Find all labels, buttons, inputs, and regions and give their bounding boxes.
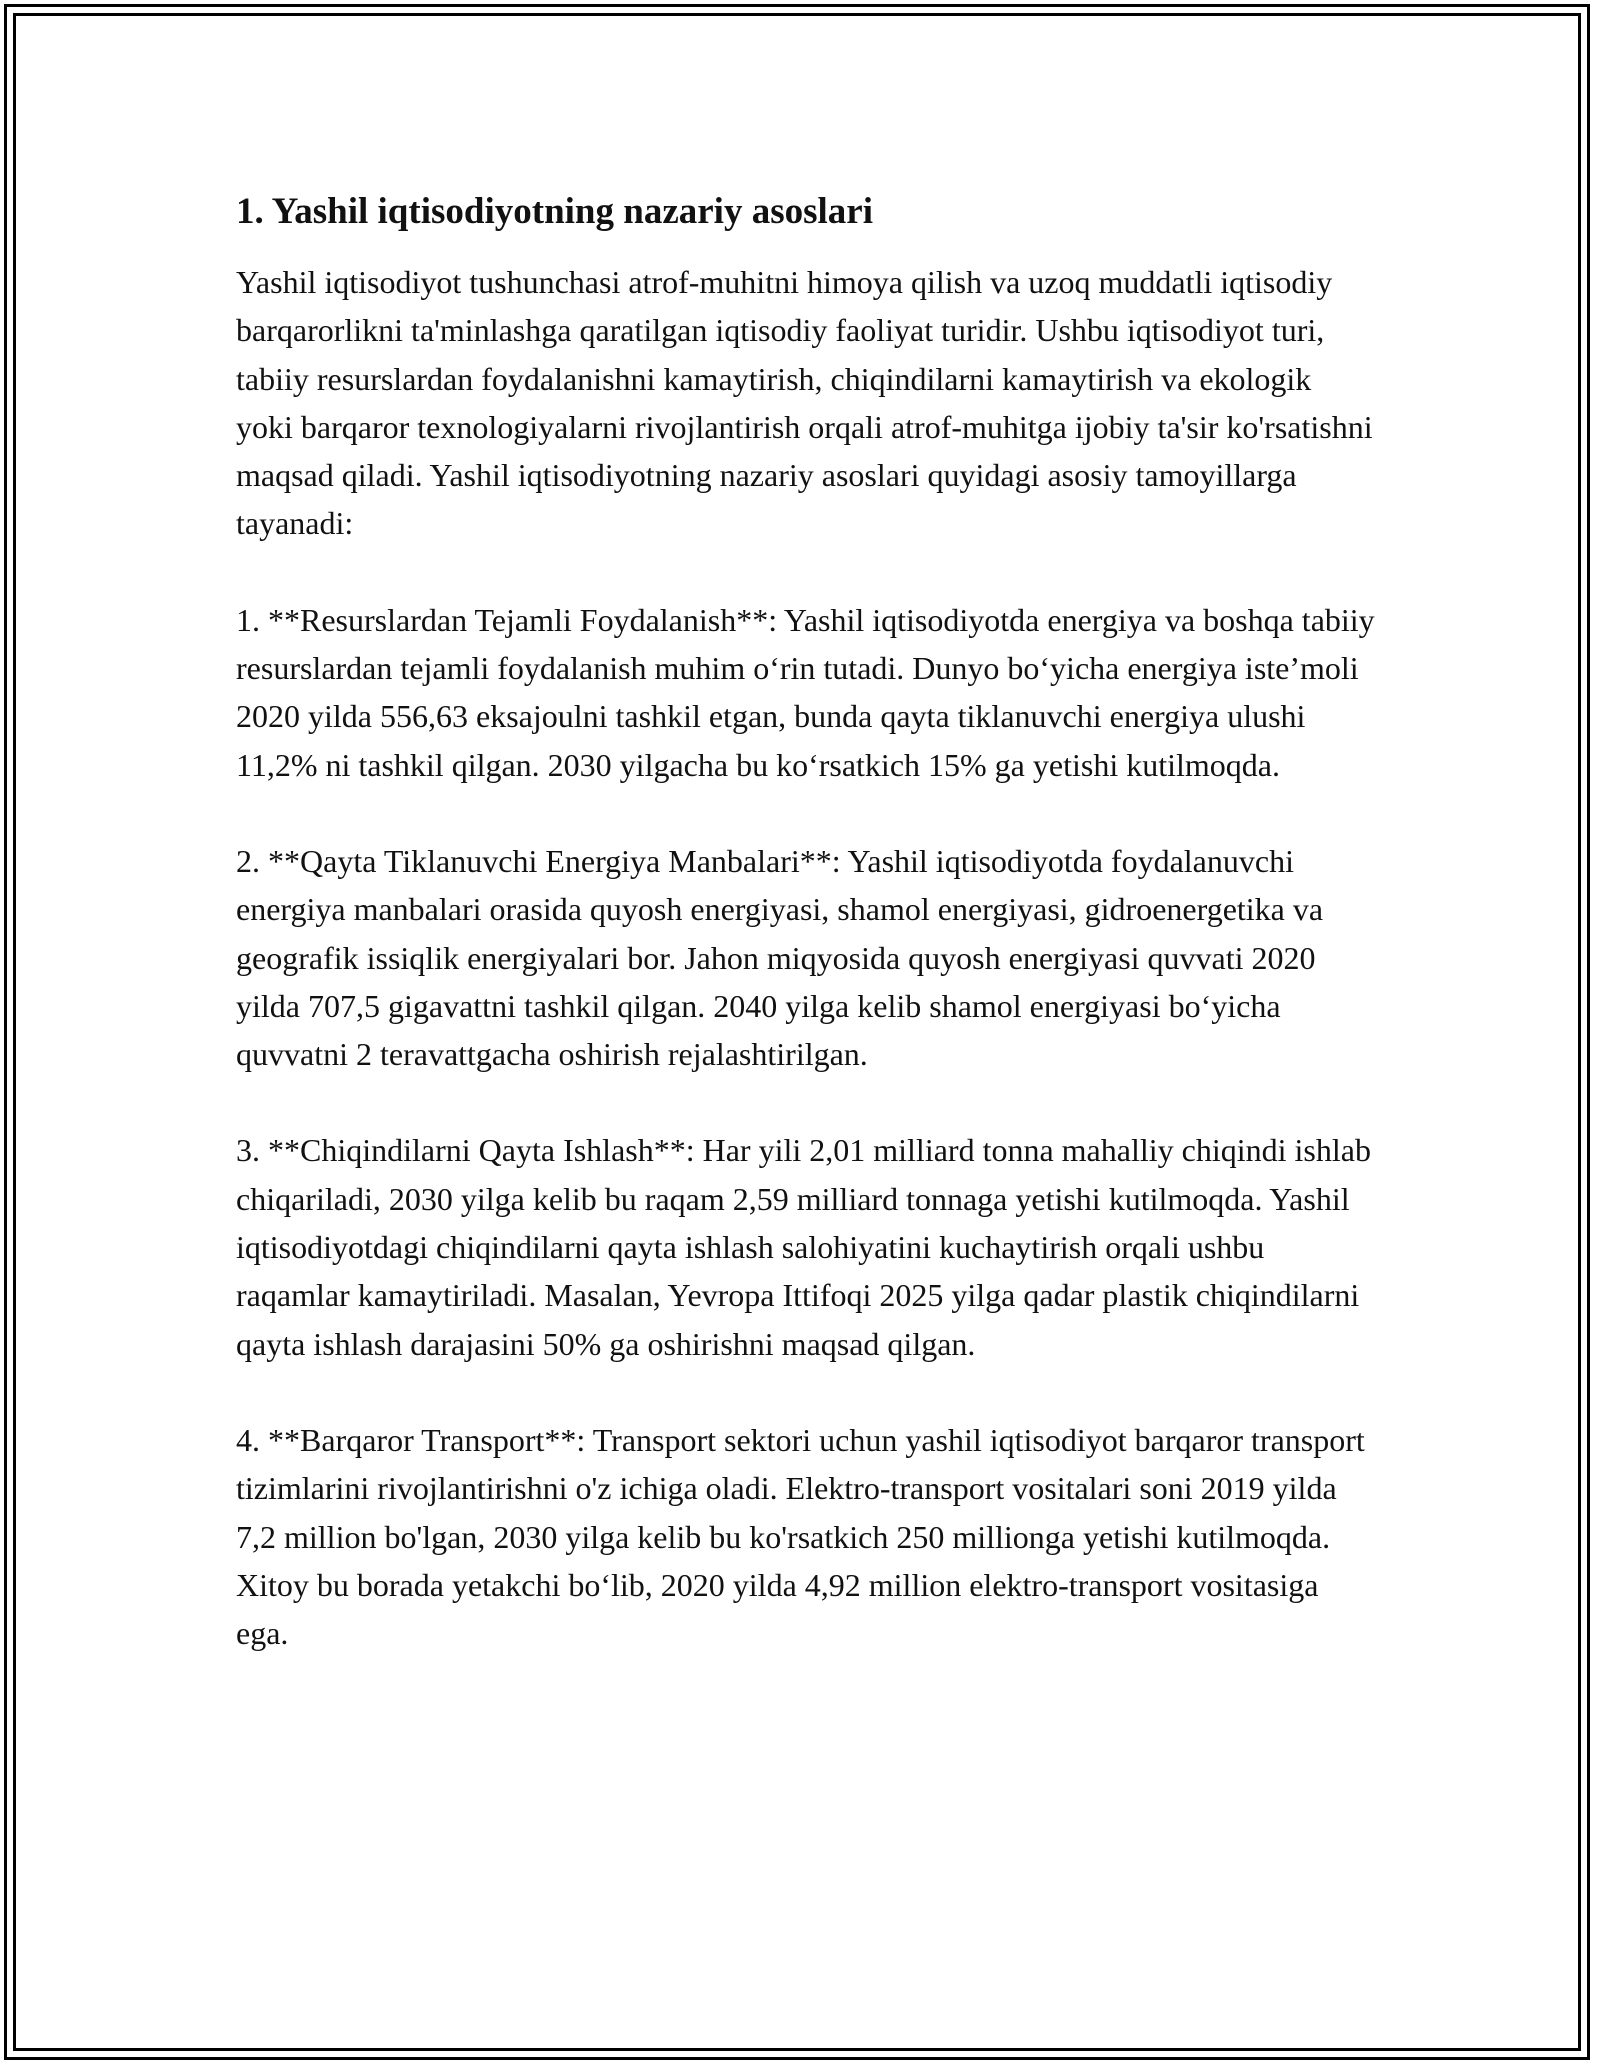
document-body [236, 180, 1376, 1705]
paragraph-renewable-energy: 2. **Qayta Tiklanuvchi Energiya Manbalari**: Yashil iqtisodiyotda foydalanuvchi energiya manbalari orasida quyosh energiyasi, shamol energiyasi, gidroenergetika va geografik issiqlik energiyalari bor. Jahon miqyosida quyosh energiyasi quvvati 2020 yilda 707,5 gigavattni tashkil qilgan. 2040 yilga kelib shamol energiyasi bo‘yicha quvvatni 2 teravattgacha oshirish rejalashtirilgan. [236, 842, 1324, 1073]
paragraph-sustainable-transport: 4. **Barqaror Transport**: Transport sektori uchun yashil iqtisodiyot barqaror transport tizimlarini rivojlantirishni o'z ichiga oladi. Elektro-transport vositalari soni 2019 yilda 7,2 million bo'lgan, 2030 yilga kelib bu ko'rsatkich 250 millionga yetishi kutilmoqda. Xitoy bu borada yetakchi bo‘lib, 2020 yilda 4,92 million elektro-transport vositasiga ega. [236, 1421, 1365, 1652]
intro-paragraph: Yashil iqtisodiyot tushunchasi atrof-muhitni himoya qilish va uzoq muddatli iqtisodiy barqarorlikni ta'minlashga qaratilgan iqtisodiy faoliyat turidir. Ushbu iqtisodiyot turi, tabiiy resurslardan foydalanishni kamaytirish, chiqindilarni kamaytirish va ekologik yoki barqaror texnologiyalarni rivojlantirish orqali atrof-muhitga ijobiy ta'sir ko'rsatishni maqsad qiladi. Yashil iqtisodiyotning nazariy asoslari quyidagi asosiy tamoyillarga tayanadi: [236, 264, 1373, 542]
paragraph-waste-recycling: 3. **Chiqindilarni Qayta Ishlash**: Har yili 2,01 milliard tonna mahalliy chiqindi ishlab chiqariladi, 2030 yilga kelib bu raqam 2,59 milliard tonnaga yetishi kutilmoqda. Yashil iqtisodiyotdagi chiqindilarni qayta ishlash salohiyatini kuchaytirish orqali ushbu raqamlar kamaytiriladi. Masalan, Yevropa Ittifoqi 2025 yilga qadar plastik chiqindilarni qayta ishlash darajasini 50% ga oshirishni maqsad qilgan. [236, 1132, 1371, 1362]
paragraph-resource-efficiency: 1. **Resurslardan Tejamli Foydalanish**: Yashil iqtisodiyotda energiya va boshqa tabiiy resurslardan tejamli foydalanish muhim o‘rin tutadi. Dunyo bo‘yicha energiya iste’moli 2020 yilda 556,63 eksajoulni tashkil etgan, bunda qayta tiklanuvchi energiya ulushi 11,2% ni tashkil qilgan. 2030 yilgacha bu ko‘rsatkich 15% ga yetishi kutilmoqda. [236, 601, 1375, 783]
section-heading: 1. Yashil iqtisodiyotning nazariy asoslari [236, 191, 873, 232]
